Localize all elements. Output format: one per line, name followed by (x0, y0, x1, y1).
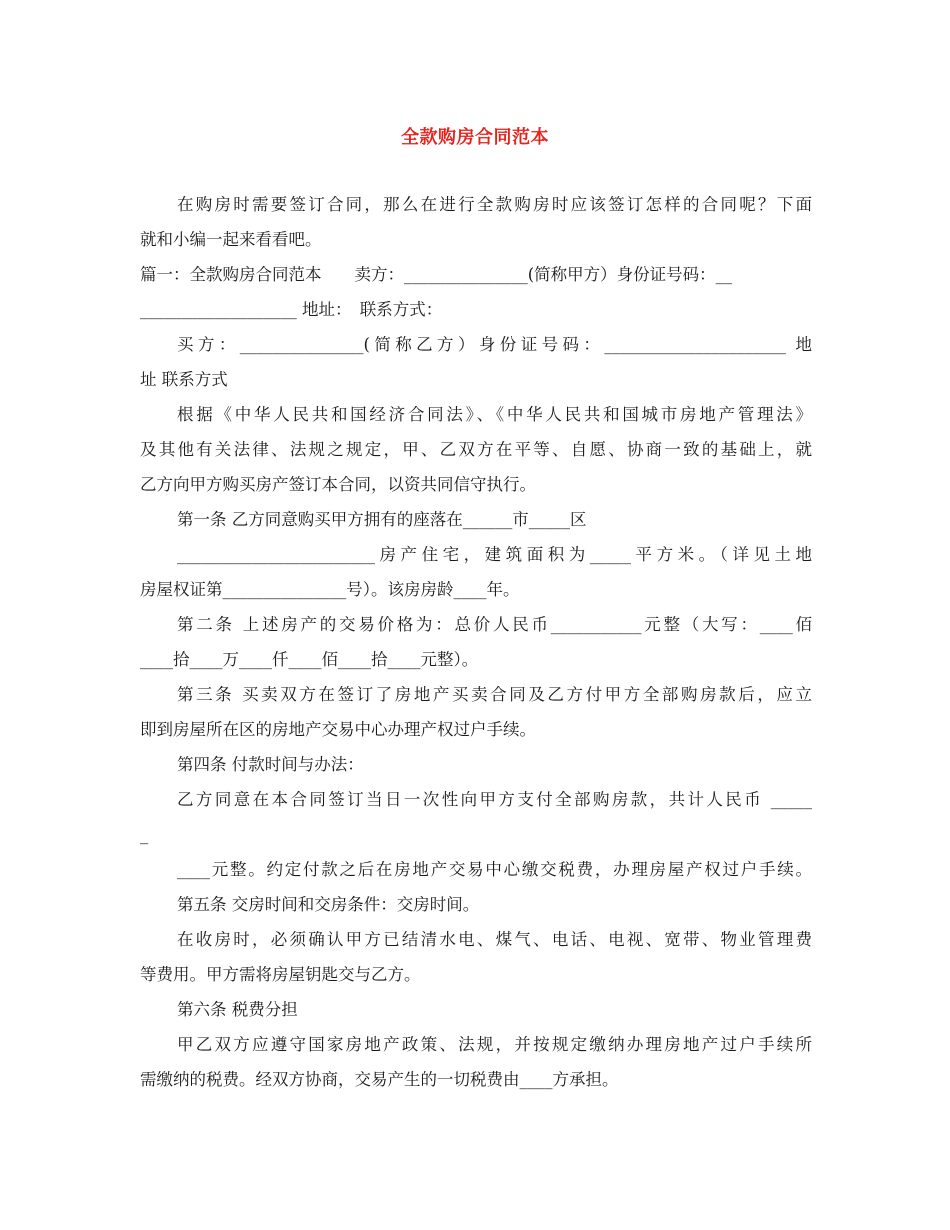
paragraph-line: 在收房时，必须确认甲方已结清水电、煤气、电话、电视、宽带、物业管理费 (177, 930, 812, 949)
paragraph-line: 就和小编一起来看看吧。 (140, 230, 322, 249)
paragraph-line: 乙方同意在本合同签订当日一次性向甲方支付全部购房款，共计人民币 _____ (177, 790, 812, 809)
paragraph-line: 甲乙双方应遵守国家房地产政策、法规，并按规定缴纳办理房地产过户手续所 (177, 1035, 812, 1054)
paragraph-line: 需缴纳的税费。经双方协商，交易产生的一切税费由____方承担。 (140, 1070, 619, 1089)
paragraph-line: 址 联系方式 (140, 370, 228, 389)
paragraph-line: 买方：_______________(简称乙方）身份证号码：______________________ 地 (177, 335, 812, 354)
paragraph-line: 在购房时需要签订合同，那么在进行全款购房时应该签订怎样的合同呢？下面 (177, 195, 812, 214)
paragraph-line: _ (140, 825, 149, 844)
paragraph-line: 第二条 上述房产的交易价格为：总价人民币___________元整（大写：____佰 (177, 615, 812, 634)
paragraph-line: 乙方向甲方购买房产签订本合同，以资共同信守执行。 (140, 475, 536, 494)
paragraph-line: 第四条 付款时间与办法： (177, 755, 364, 774)
paragraph-line: 第三条 买卖双方在签订了房地产买卖合同及乙方付甲方全部购房款后，应立 (177, 685, 812, 704)
paragraph-line: 篇一：全款购房合同范本 卖方：_______________(简称甲方）身份证号码：__ (140, 265, 733, 284)
paragraph-line: ____拾____万____仟____佰____拾____元整）。 (140, 650, 479, 669)
paragraph-line: ___________________ 地址： 联系方式： (140, 300, 443, 319)
paragraph-line: 等费用。甲方需将房屋钥匙交与乙方。 (140, 965, 421, 984)
paragraph-line: 根据《中华人民共和国经济合同法》、《中华人民共和国城市房地产管理法》 (177, 405, 812, 424)
paragraph-line: ____元整。约定付款之后在房地产交易中心缴交税费，办理房屋产权过户手续。 (177, 860, 812, 879)
paragraph-line: 第五条 交房时间和交房条件：交房时间。 (177, 895, 480, 914)
paragraph-line: ________________________房产住宅，建筑面积为_____平方米。（详见土地 (177, 545, 812, 564)
paragraph-line: 房屋权证第_______________号）。该房房龄____年。 (140, 580, 520, 599)
paragraph-line: 第一条 乙方同意购买甲方拥有的座落在______市_____区 (177, 510, 587, 529)
paragraph-line: 第六条 税费分担 (177, 1000, 298, 1019)
document-title: 全款购房合同范本 (401, 127, 549, 148)
paragraph-line: 即到房屋所在区的房地产交易中心办理产权过户手续。 (140, 720, 536, 739)
paragraph-line: 及其他有关法律、法规之规定，甲、乙双方在平等、自愿、协商一致的基础上，就 (140, 440, 812, 459)
